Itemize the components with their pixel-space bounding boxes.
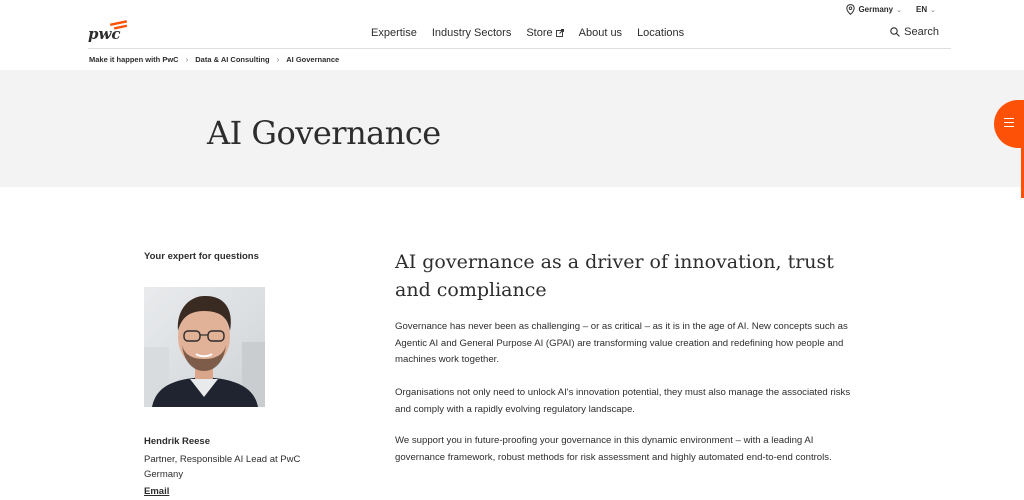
expert-role: Partner, Responsible AI Lead at PwC Germany [144, 454, 301, 480]
breadcrumb-item-data-ai-consulting[interactable]: Data & AI Consulting [195, 55, 270, 64]
chevron-right-icon: › [276, 55, 280, 64]
article-title: AI governance as a driver of innovation, trust and compliance [395, 251, 834, 301]
country-selector[interactable] [846, 4, 902, 15]
expert-heading: Your expert for questions [144, 251, 259, 262]
utility-bar [846, 4, 936, 15]
nav-label: About us [578, 27, 623, 39]
nav-item-store[interactable] [526, 27, 563, 39]
language-selector[interactable] [916, 5, 936, 14]
nav-item-locations[interactable] [637, 27, 684, 39]
nav-label: Expertise [371, 27, 417, 39]
country-label: Germany [858, 5, 894, 14]
external-link-icon [556, 29, 564, 37]
search-button[interactable] [890, 26, 939, 38]
article-paragraph: Governance has never been as challenging – or as critical – as it is in the age of AI. New concepts such as Agentic AI and General Purpose AI (GPAI) are transforming value creation and redefining how people and machines work together. [395, 321, 848, 365]
nav-item-industry-sectors[interactable] [432, 27, 511, 39]
search-icon [890, 27, 900, 37]
breadcrumb [89, 55, 339, 64]
nav-item-expertise[interactable] [371, 27, 417, 39]
expert-name: Hendrik Reese [144, 436, 211, 447]
search-label: Search [904, 26, 939, 38]
chevron-down-icon: ⌄ [930, 6, 936, 14]
expert-email-link[interactable]: Email [144, 486, 170, 497]
main-header [88, 18, 951, 49]
list-icon [1004, 118, 1014, 130]
expert-photo [144, 287, 265, 407]
language-label: EN [916, 5, 928, 14]
svg-text:pwc: pwc [88, 25, 121, 43]
pwc-logo[interactable] [88, 20, 130, 44]
chevron-right-icon: › [185, 55, 189, 64]
chevron-down-icon: ⌄ [896, 6, 902, 14]
page-title: AI Governance [207, 114, 441, 152]
nav-label: Industry Sectors [431, 27, 512, 39]
nav-item-about-us[interactable] [579, 27, 622, 39]
nav-label: Store [526, 27, 553, 39]
primary-nav [371, 27, 699, 39]
breadcrumb-item-home[interactable]: Make it happen with PwC [89, 55, 179, 64]
article-paragraph: We support you in future-proofing your governance in this dynamic environment – with a leading AI governance framework, robust methods for risk assessment and highly automated end-to-end controls. [395, 435, 832, 463]
location-pin-icon [846, 4, 855, 15]
nav-label: Locations [637, 27, 685, 39]
hero-banner [0, 70, 1024, 187]
breadcrumb-item-current: AI Governance [286, 55, 340, 64]
article-paragraph: Organisations not only need to unlock AI's innovation potential, they must also manage the associated risks and comply with a rapidly evolving regulatory landscape. [395, 387, 851, 415]
